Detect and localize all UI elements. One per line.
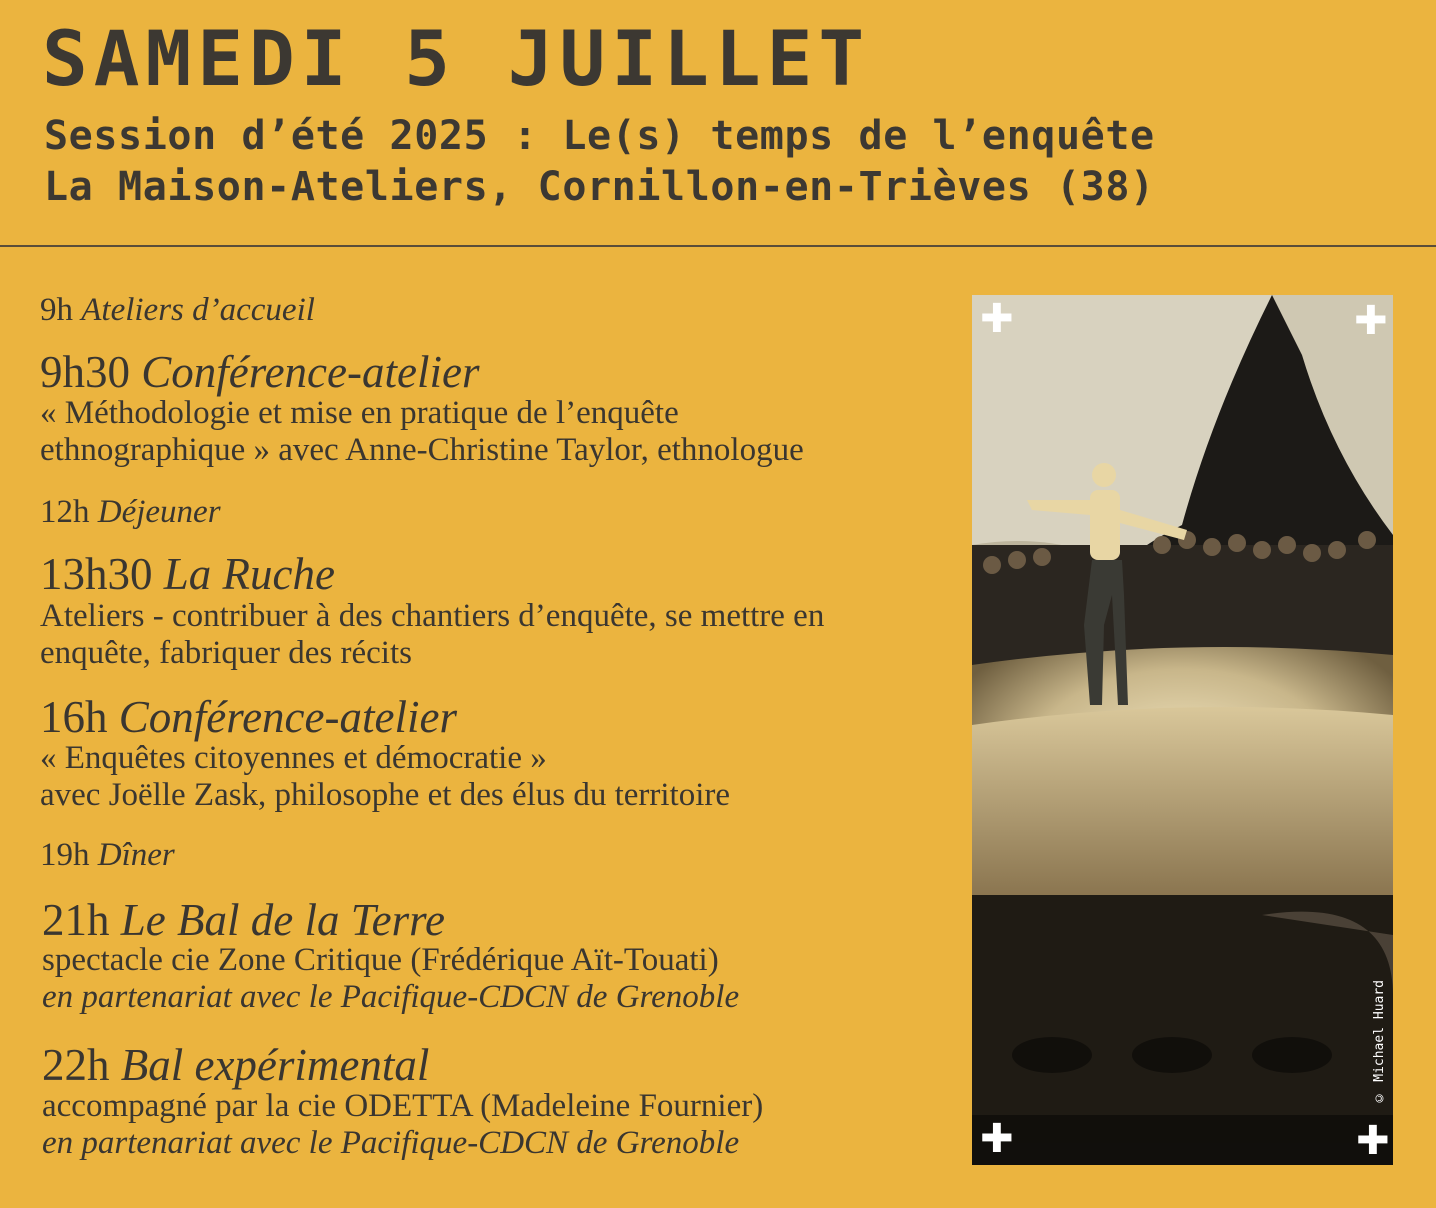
item-title: Conférence-atelier bbox=[141, 347, 480, 397]
item-desc: « Méthodologie et mise en pratique de l’enquête bbox=[40, 395, 679, 431]
program-item-19h bbox=[40, 835, 175, 875]
item-desc: spectacle cie Zone Critique (Frédérique Aït-Touati) bbox=[42, 942, 719, 978]
plus-icon: ✚ bbox=[1354, 298, 1388, 344]
header bbox=[0, 0, 1436, 246]
item-desc: « Enquêtes citoyennes et démocratie » bbox=[40, 740, 547, 776]
item-title: Ateliers d’accueil bbox=[81, 292, 315, 328]
program-item-21h bbox=[42, 894, 445, 946]
item-partner: en partenariat avec le Pacifique-CDCN de Grenoble bbox=[42, 979, 740, 1015]
item-title: Conférence-atelier bbox=[118, 692, 457, 742]
header-divider bbox=[0, 245, 1436, 247]
program-item-12h bbox=[40, 492, 221, 532]
item-time: 9h30 bbox=[40, 347, 130, 397]
plus-icon: ✚ bbox=[980, 296, 1014, 342]
item-title: La Ruche bbox=[163, 549, 335, 599]
item-time: 22h bbox=[42, 1040, 110, 1090]
item-desc: avec Joëlle Zask, philosophe et des élus du territoire bbox=[40, 777, 731, 813]
item-partner: en partenariat avec le Pacifique-CDCN de Grenoble bbox=[42, 1125, 740, 1161]
program-item-9h30 bbox=[40, 346, 479, 398]
item-time: 9h bbox=[40, 292, 73, 328]
item-desc: enquête, fabriquer des récits bbox=[40, 635, 412, 671]
photo-illustration bbox=[972, 295, 1393, 1165]
program-item-16h bbox=[40, 691, 457, 743]
item-desc: Ateliers - contribuer à des chantiers d’enquête, se mettre en bbox=[40, 598, 825, 634]
item-title: Dîner bbox=[97, 837, 175, 873]
item-desc: ethnographique » avec Anne-Christine Taylor, ethnologue bbox=[40, 432, 804, 468]
item-title: Le Bal de la Terre bbox=[120, 895, 445, 945]
subtitle-location: La Maison-Ateliers, Cornillon-en-Trièves (38) bbox=[44, 164, 1155, 210]
page-title: SAMEDI 5 JUILLET bbox=[42, 14, 871, 103]
item-desc: accompagné par la cie ODETTA (Madeleine Fournier) bbox=[42, 1088, 764, 1124]
item-time: 19h bbox=[40, 837, 90, 873]
item-title: Bal expérimental bbox=[120, 1040, 430, 1090]
item-title: Déjeuner bbox=[97, 494, 221, 530]
performance-photo bbox=[972, 295, 1393, 1165]
photo-credit: © Michael Huard bbox=[1372, 980, 1387, 1105]
program-item-13h30 bbox=[40, 548, 335, 600]
item-time: 12h bbox=[40, 494, 90, 530]
program-item-9h bbox=[40, 290, 315, 330]
subtitle-session: Session d’été 2025 : Le(s) temps de l’enquête bbox=[44, 113, 1155, 159]
plus-icon: ✚ bbox=[1356, 1118, 1390, 1164]
item-time: 13h30 bbox=[40, 549, 153, 599]
item-time: 21h bbox=[42, 895, 110, 945]
plus-icon: ✚ bbox=[980, 1116, 1014, 1162]
item-time: 16h bbox=[40, 692, 108, 742]
program-item-22h bbox=[42, 1039, 429, 1091]
